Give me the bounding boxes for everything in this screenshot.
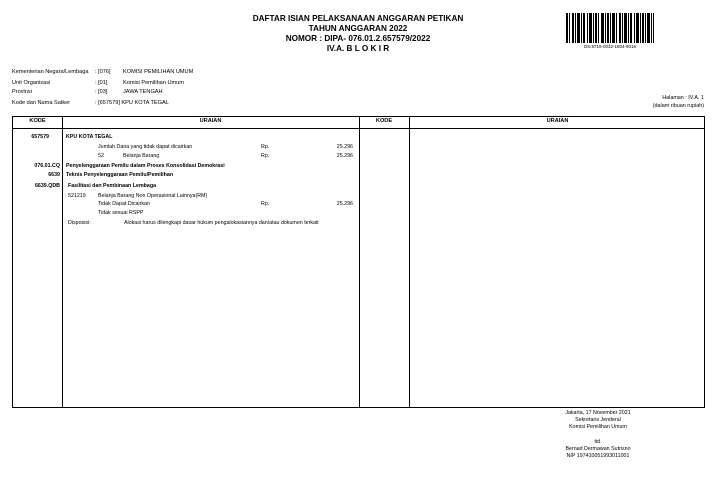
barcode-number: DS:8719-0032-1804-9016 bbox=[583, 44, 637, 49]
row-text: Belanja Barang Non Operasional Lainnya(RM) bbox=[98, 193, 208, 199]
row-code: 6639 bbox=[48, 172, 60, 178]
unit-note: (dalam ribuan rupiah) bbox=[652, 103, 704, 109]
column-header-kode: KODE bbox=[29, 118, 46, 124]
meta-code: : [657579] KPU KOTA TEGAL bbox=[95, 100, 169, 106]
barcode-image bbox=[566, 13, 654, 43]
meta-code: : [076] bbox=[95, 69, 111, 75]
fiscal-year: TAHUN ANGGARAN 2022 bbox=[308, 24, 408, 33]
row-currency: Rp. bbox=[261, 144, 270, 150]
row-sub-code: Disposisi: bbox=[68, 220, 91, 226]
row-text: Fasilitasi dan Pembinaan Lembaga bbox=[68, 183, 157, 189]
row-text: Jumlah Dana yang tidak dapat dicairkan bbox=[98, 144, 193, 150]
row-sub-code: 52 bbox=[98, 153, 104, 159]
row-code: 657579 bbox=[31, 134, 49, 140]
column-header-uraian-2: URAIAN bbox=[546, 118, 569, 124]
signature-ttd: ttd. bbox=[594, 438, 602, 445]
row-text: Penyelenggaraan Pemilu dalam Proses Konsolidasi Demokrasi bbox=[66, 163, 225, 169]
row-text: Alokasi harus dilengkapi dasar hukum pengalokasiannya dan/atau dokumen terkait bbox=[124, 220, 319, 226]
row-text: Tidak Dapat Dicairkan bbox=[98, 201, 150, 207]
page-number: Halaman : IV.A. 1 bbox=[662, 95, 704, 101]
row-amount: 25.296 bbox=[336, 201, 353, 207]
meta-code: : [03] bbox=[95, 89, 108, 95]
row-currency: Rp. bbox=[261, 201, 270, 207]
meta-label: Kode dan Nama Satker bbox=[12, 100, 71, 106]
signature-place-date: Jakarta, 17 November 2021 bbox=[565, 410, 631, 416]
document-title: DAFTAR ISIAN PELAKSANAAN ANGGARAN PETIKAN bbox=[252, 14, 464, 23]
row-sub-code: 521219 bbox=[68, 193, 86, 199]
column-header-kode-2: KODE bbox=[375, 118, 393, 124]
blokir-table bbox=[12, 116, 705, 408]
signature-role: Sekretaris Jenderal bbox=[575, 417, 621, 424]
meta-value: Komisi Pemilihan Umum bbox=[123, 80, 184, 86]
row-text: Tidak sesuai RSPP bbox=[98, 210, 144, 216]
row-text: Teknis Penyelenggaraan Pemilu/Pemilihan bbox=[66, 172, 174, 178]
column-header-uraian: URAIAN bbox=[199, 118, 222, 124]
meta-label: Kementerian Negara/Lembaga bbox=[12, 69, 89, 75]
meta-code: : [01] bbox=[95, 80, 108, 86]
row-amount: 25.296 bbox=[336, 144, 353, 150]
signature-block bbox=[540, 410, 656, 460]
dipa-number: NOMOR : DIPA- 076.01.2.657579/2022 bbox=[285, 34, 431, 43]
row-amount: 25.296 bbox=[336, 153, 353, 159]
meta-label: Unit Organisasi bbox=[12, 80, 51, 86]
section-title: IV.A. B L O K I R bbox=[326, 44, 390, 53]
meta-value: JAWA TENGAH bbox=[123, 89, 163, 95]
row-code: 076.01.CQ bbox=[34, 163, 60, 169]
meta-label: Provinsi bbox=[12, 89, 32, 95]
row-text: KPU KOTA TEGAL bbox=[66, 134, 113, 140]
row-currency: Rp. bbox=[261, 153, 270, 159]
signatory-name: Bernad Dermawan Sutrisno bbox=[565, 445, 631, 452]
meta-value: KOMISI PEMILIHAN UMUM bbox=[123, 69, 194, 75]
signatory-nip: NIP 197410051993011001 bbox=[566, 453, 630, 460]
row-code: 6639.QDB bbox=[34, 183, 60, 189]
signature-institution: Komisi Pemilihan Umum bbox=[569, 424, 627, 431]
row-text: Belanja Barang bbox=[123, 153, 160, 159]
